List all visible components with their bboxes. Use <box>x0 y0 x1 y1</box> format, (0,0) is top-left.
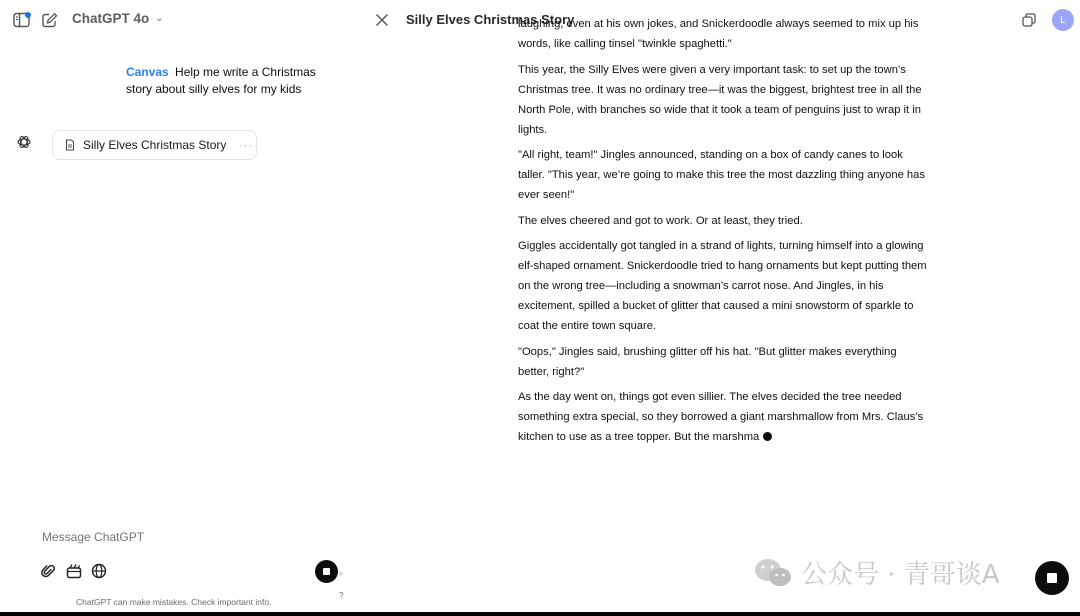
stop-generating-button[interactable] <box>315 560 338 583</box>
story-paragraph: laughing, even at his own jokes, and Snickerdoodle always seemed to mix up his words, like calling tinsel "twinkle spaghetti." <box>518 18 919 50</box>
bottom-bar <box>0 612 1080 616</box>
story-paragraph: As the day went on, things got even sillier. The elves decided the tree needed something extra special, so they borrowed a giant marshmallow from Mrs. Claus’s kitchen to use as a tree topper. But the marshma <box>518 391 924 443</box>
story-document[interactable] <box>518 18 930 478</box>
chat-pane <box>0 0 360 616</box>
watermark-text: 公众号 · 青哥谈A <box>801 560 1000 590</box>
user-message-text: Help me write a Christmas story about silly elves for my kids <box>126 65 316 96</box>
canvas-title: Silly Elves Christmas Story <box>406 12 575 27</box>
copy-icon[interactable] <box>1021 12 1037 28</box>
story-paragraph: This year, the Silly Elves were given a very important task: to set up the town’s Christmas tree. It was no ordinary tree—it was the biggest, brightest tree in all the North Pole, with branches so wide that it took a team of penguins just to wrap it in lights. <box>518 63 922 136</box>
stop-button[interactable] <box>1035 561 1069 595</box>
story-paragraph: The elves cheered and got to work. Or at least, they tried. <box>518 214 803 227</box>
canvas-tag: Canvas <box>126 65 169 79</box>
model-label: ChatGPT 4o <box>72 11 150 26</box>
openai-logo-icon <box>16 134 32 150</box>
stop-icon <box>323 568 330 575</box>
streaming-cursor-icon <box>763 432 772 441</box>
paperclip-icon[interactable] <box>40 563 56 579</box>
model-selector[interactable] <box>72 11 164 26</box>
story-paragraph: "Oops," Jingles said, brushing glitter off his hat. "But glitter makes everything better, right?" <box>518 345 897 378</box>
globe-icon[interactable] <box>91 563 107 579</box>
canvas-card-title: Silly Elves Christmas Story <box>83 138 227 152</box>
wechat-logo-icon <box>753 556 793 590</box>
message-input[interactable] <box>42 530 302 544</box>
avatar[interactable]: L <box>1052 9 1074 31</box>
story-body <box>518 14 930 447</box>
close-canvas-icon[interactable] <box>374 12 390 28</box>
user-message <box>126 64 326 98</box>
notification-dot <box>25 12 31 18</box>
canvas-card[interactable] <box>52 130 257 160</box>
help-button[interactable]: ? <box>339 591 344 600</box>
story-paragraph: Giggles accidentally got tangled in a strand of lights, turning himself into a glowing elf-shaped ornament. Snickerdoodle tried to hang ornaments but kept putting them on the wrong tree—including a snowman’s carrot nose. And Jingles, in his excitement, spilled a bucket of glitter that caused a mini snowstorm of sparkle to coat the entire town square. <box>518 240 927 332</box>
watermark <box>753 554 1000 591</box>
disclaimer-text: ChatGPT can make mistakes. Check important info. <box>76 597 272 607</box>
more-options-icon[interactable]: ··· <box>238 138 254 152</box>
document-icon <box>65 139 75 151</box>
chevron-right-icon: > <box>339 571 344 578</box>
tools-icon[interactable] <box>66 563 82 579</box>
stop-icon <box>1047 573 1057 583</box>
chevron-down-icon: ⌄ <box>155 13 164 24</box>
new-chat-icon[interactable] <box>40 11 60 29</box>
story-paragraph: "All right, team!" Jingles announced, standing on a box of candy canes to look taller. "This year, we’re going to make this tree the most dazzling thing anyone has ever seen!" <box>518 149 925 201</box>
